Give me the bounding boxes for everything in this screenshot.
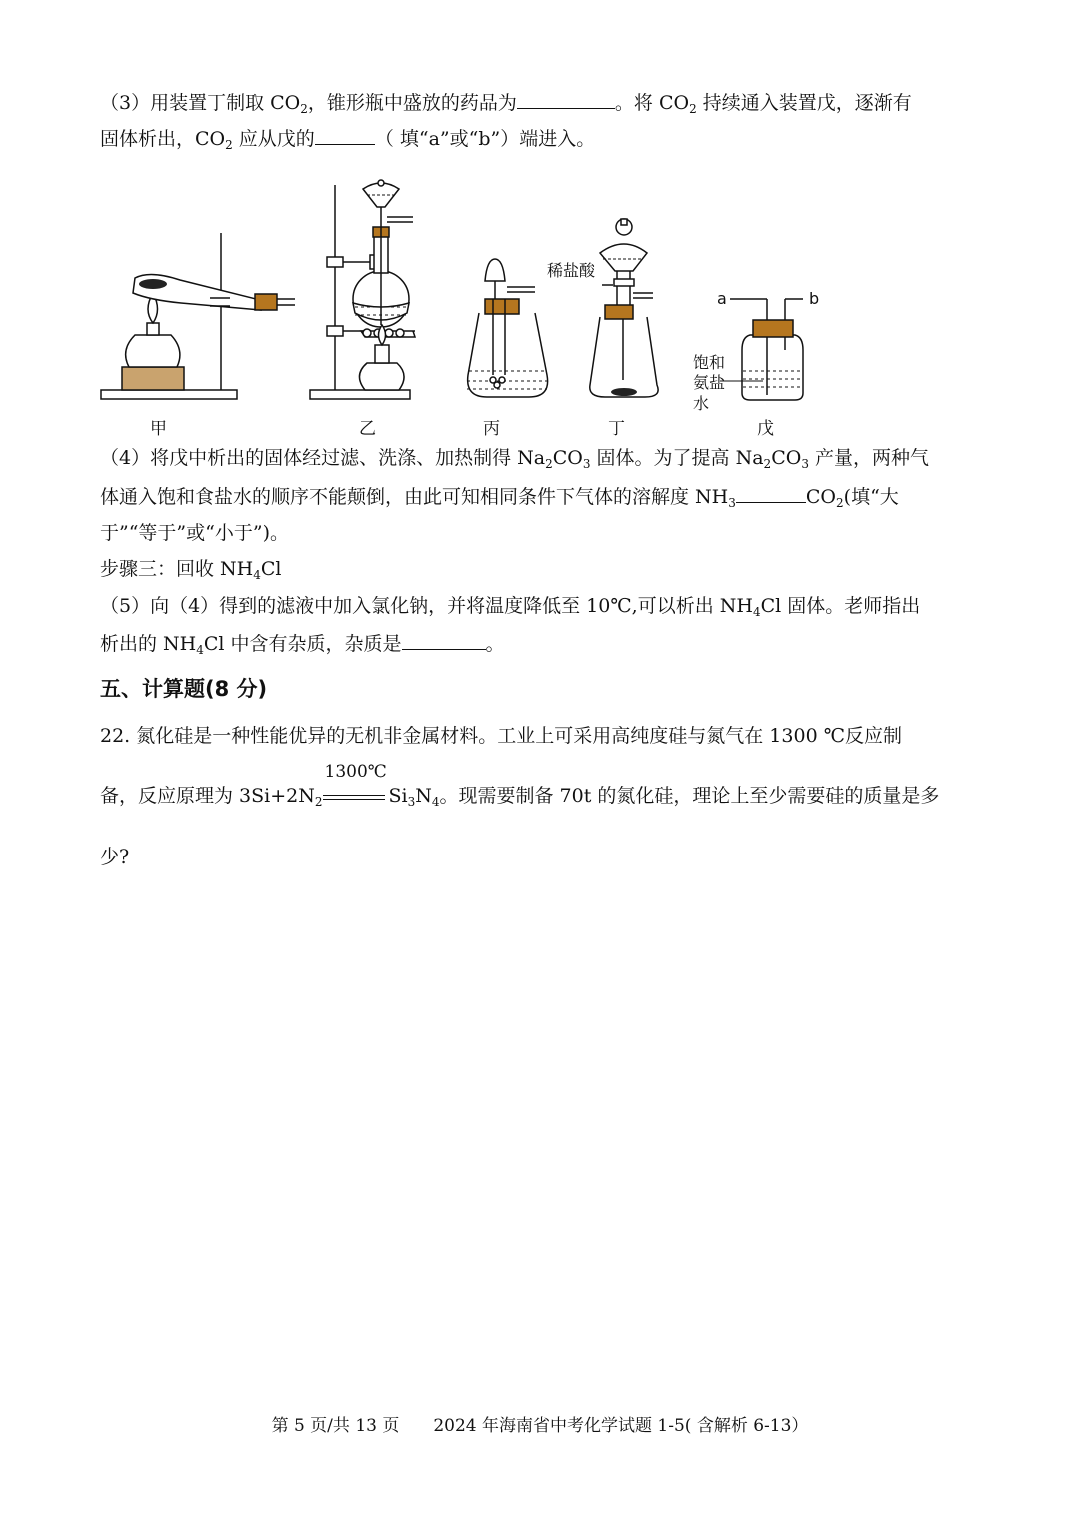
q4-text-2a: 体通入饱和食盐水的顺序不能颠倒，由此可知相同条件下气体的溶解度 NH xyxy=(100,486,729,508)
nh3-subscript: 3 xyxy=(728,496,736,510)
q4-text-2c: (填“大 xyxy=(843,486,899,508)
q3-text-1d: 持续通入装置戊，逐渐有 xyxy=(696,92,912,114)
o-subscript: 3 xyxy=(801,457,809,471)
q22-text-2a: 备，反应原理为 3Si+2N xyxy=(100,785,315,807)
step3-line xyxy=(100,555,980,583)
reaction-temperature: 1300℃ xyxy=(324,762,387,782)
wu-liquid-label-3: 水 xyxy=(693,394,710,413)
reaction-condition xyxy=(323,762,389,810)
n4-subscript: 4 xyxy=(431,795,440,809)
step3-text-a: 步骤三：回收 NH xyxy=(100,558,254,580)
caption-wu: 戊 xyxy=(757,419,774,439)
apparatus-jia xyxy=(101,233,295,399)
q4-line-1 xyxy=(100,444,980,472)
q22-line-2 xyxy=(100,762,980,810)
o-subscript: 3 xyxy=(582,457,591,471)
q4-answer-blank[interactable] xyxy=(736,482,806,503)
q4-line-3: 于”“等于”或“小于”)。 xyxy=(100,522,289,544)
caption-yi: 乙 xyxy=(359,419,376,439)
caption-ding: 丁 xyxy=(608,419,625,439)
page-footer: 第 5 页/共 13 页 2024 年海南省中考化学试题 1-5( 含解析 6-13） xyxy=(271,1416,809,1436)
q5-text-2b: Cl 中含有杂质，杂质是 xyxy=(203,633,402,655)
caption-jia: 甲 xyxy=(150,419,167,439)
q5-text-2c: 。 xyxy=(485,633,505,655)
q4-text-1b: CO xyxy=(552,447,583,469)
q4-text-1c: 固体。为了提高 Na xyxy=(590,447,764,469)
q4-line-2 xyxy=(100,482,980,511)
q5-text-1b: Cl 固体。老师指出 xyxy=(760,595,921,617)
q5-line-1 xyxy=(100,592,980,620)
q3-text-2c: （ 填“a”或“b”）端进入。 xyxy=(374,128,596,150)
q4-text-1d: CO xyxy=(771,447,802,469)
q4-text-1a: （4）将戊中析出的固体经过滤、洗涤、加热制得 Na xyxy=(100,447,546,469)
q5-text-2a: 析出的 NH xyxy=(100,633,197,655)
nh4-subscript: 4 xyxy=(196,643,204,657)
q3-answer-blank-1[interactable] xyxy=(517,88,615,109)
q5-line-2 xyxy=(100,629,980,658)
q22-text-2d: 。现需要制备 70t 的氮化硅，理论上至少需要硅的质量是多 xyxy=(439,785,940,807)
n2-subscript: 2 xyxy=(314,795,323,809)
caption-bing: 丙 xyxy=(483,419,500,439)
q3-line-2 xyxy=(100,124,980,153)
apparatus-figure xyxy=(95,175,835,445)
q5-text-1a: （5）向（4）得到的滤液中加入氯化钠，并将温度降低至 10℃,可以析出 NH xyxy=(100,595,753,617)
q3-text-1a: （3）用装置丁制取 CO xyxy=(100,92,301,114)
q22-line-3: 少? xyxy=(100,846,130,868)
q3-line-1 xyxy=(100,88,980,117)
wu-liquid-label-2: 氨盐 xyxy=(693,373,726,392)
apparatus-ding xyxy=(547,219,658,397)
q3-text-1c: 。将 CO xyxy=(614,92,690,114)
si3-subscript: 3 xyxy=(407,795,416,809)
q3-answer-blank-2[interactable] xyxy=(315,124,375,145)
nh4-subscript: 4 xyxy=(253,568,261,582)
q3-text-1b: ，锥形瓶中盛放的药品为 xyxy=(307,92,517,114)
na-subscript: 2 xyxy=(763,457,772,471)
apparatus-yi xyxy=(310,180,415,399)
q5-answer-blank[interactable] xyxy=(402,629,486,650)
q3-text-2b: 应从戊的 xyxy=(232,128,315,150)
step3-text-b: Cl xyxy=(260,558,282,580)
co2-subscript: 2 xyxy=(689,102,697,116)
co2-subscript: 2 xyxy=(836,496,844,510)
wu-port-b: b xyxy=(809,289,820,308)
nh4-subscript: 4 xyxy=(752,605,761,619)
q3-text-2a: 固体析出，CO xyxy=(100,128,226,150)
ding-label: 稀盐酸 xyxy=(547,261,596,280)
equals-bar-bottom xyxy=(323,799,385,800)
wu-liquid-label-1: 饱和 xyxy=(693,353,726,372)
q22-line-1: 22. 氮化硅是一种性能优异的无机非金属材料。工业上可采用高纯度硅与氮气在 1300 ℃反应制 xyxy=(100,725,902,747)
q4-text-1e: 产量，两种气 xyxy=(808,447,929,469)
apparatus-wu xyxy=(693,289,819,413)
equals-bar-top xyxy=(323,795,385,796)
apparatus-bing xyxy=(467,259,548,397)
co2-subscript: 2 xyxy=(300,102,308,116)
q22-text-2c: N xyxy=(415,785,432,807)
na-subscript: 2 xyxy=(545,457,553,471)
co2-subscript: 2 xyxy=(225,138,233,152)
q4-text-2b: CO xyxy=(805,486,837,508)
q22-text-2b: Si xyxy=(388,785,408,807)
section-heading: 五、计算题(8 分) xyxy=(100,677,268,701)
wu-port-a: a xyxy=(717,289,727,308)
